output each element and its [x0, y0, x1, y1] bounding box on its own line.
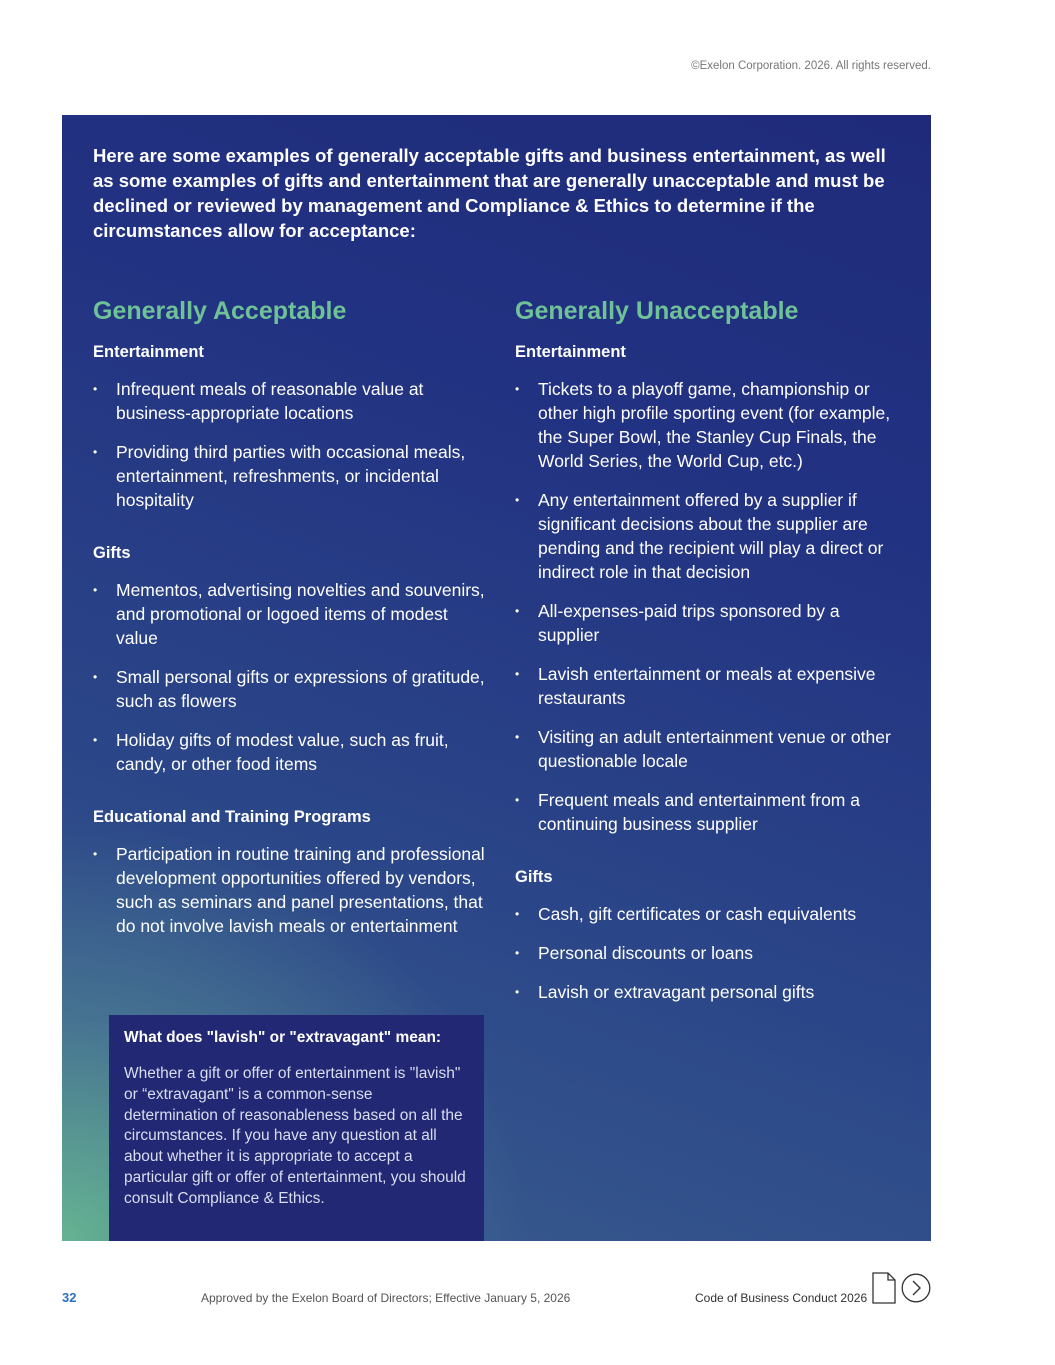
acceptable-entertainment-heading: Entertainment: [93, 343, 204, 361]
list-item: • Infrequent meals of reasonable value at business-appropriate locations: [93, 377, 485, 425]
unacceptable-column: [515, 295, 905, 1019]
list-item: • Providing third parties with occasional meals, entertainment, refreshments, or incidental hospitality: [93, 440, 485, 512]
unacceptable-entertainment-heading: Entertainment: [515, 343, 626, 361]
acceptable-gifts-heading: Gifts: [93, 544, 131, 562]
callout-title: What does "lavish" or "extravagant" mean:: [124, 1029, 442, 1046]
list-item: • Mementos, advertising novelties and souvenirs, and promotional or logoed items of modest value: [93, 578, 485, 650]
callout-body: Whether a gift or offer of entertainment is "lavish" or “extravagant" is a common-sense determination of reasonableness based on all the circumstances. If you have any question at all about whether it is appropriate to accept a particular gift or offer of entertainment, you should consult Compliance & Ethics.: [124, 1065, 466, 1207]
acceptable-gifts-list: [93, 578, 485, 776]
list-item: • Holiday gifts of modest value, such as fruit, candy, or other food items: [93, 728, 485, 776]
list-item: • Participation in routine training and professional development opportunities offered by vendors, such as seminars and panel presentations, that do not involve lavish meals or entertainment: [93, 842, 485, 938]
list-item: • Cash, gift certificates or cash equivalents: [515, 902, 905, 926]
list-item: • Visiting an adult entertainment venue or other questionable locale: [515, 725, 905, 773]
approval-note: Approved by the Exelon Board of Directors; Effective January 5, 2026: [201, 1291, 571, 1305]
list-item: • Personal discounts or loans: [515, 941, 905, 965]
list-item: • Frequent meals and entertainment from a continuing business supplier: [515, 788, 905, 836]
list-item: • Lavish or extravagant personal gifts: [515, 980, 905, 1004]
document-title: Code of Business Conduct 2026: [695, 1291, 868, 1305]
page-number: 32: [62, 1290, 77, 1305]
unacceptable-gifts-list: [515, 902, 905, 1004]
content-panel: [62, 115, 931, 1241]
copyright-notice: ©Exelon Corporation. 2026. All rights reserved.: [691, 60, 931, 72]
unacceptable-gifts-heading: Gifts: [515, 868, 553, 886]
acceptable-title: Generally Acceptable: [93, 297, 347, 325]
unacceptable-title: Generally Unacceptable: [515, 297, 799, 325]
lavish-definition-callout: [109, 1015, 484, 1241]
list-item: • Any entertainment offered by a supplier if significant decisions about the supplier are pending and the recipient will play a direct or indirect role in that decision: [515, 488, 905, 584]
acceptable-entertainment-list: [93, 377, 485, 512]
list-item: • All-expenses-paid trips sponsored by a supplier: [515, 599, 905, 647]
list-item: • Small personal gifts or expressions of gratitude, such as flowers: [93, 665, 485, 713]
acceptable-training-heading: Educational and Training Programs: [93, 808, 371, 826]
document-icon[interactable]: [872, 1272, 896, 1304]
intro-paragraph: Here are some examples of generally acceptable gifts and business entertainment, as well as some examples of gifts and entertainment that are generally unacceptable and must be declined or reviewed by management and Compliance & Ethics to determine if the circumstances allow for acceptance:: [93, 145, 886, 241]
acceptable-column: [93, 295, 485, 953]
acceptable-training-list: [93, 842, 485, 938]
list-item: • Tickets to a playoff game, championship or other high profile sporting event (for example, the Super Bowl, the Stanley Cup Finals, the World Series, the World Cup, etc.): [515, 377, 905, 473]
unacceptable-entertainment-list: [515, 377, 905, 836]
list-item: • Lavish entertainment or meals at expensive restaurants: [515, 662, 905, 710]
next-page-icon[interactable]: [901, 1273, 931, 1303]
